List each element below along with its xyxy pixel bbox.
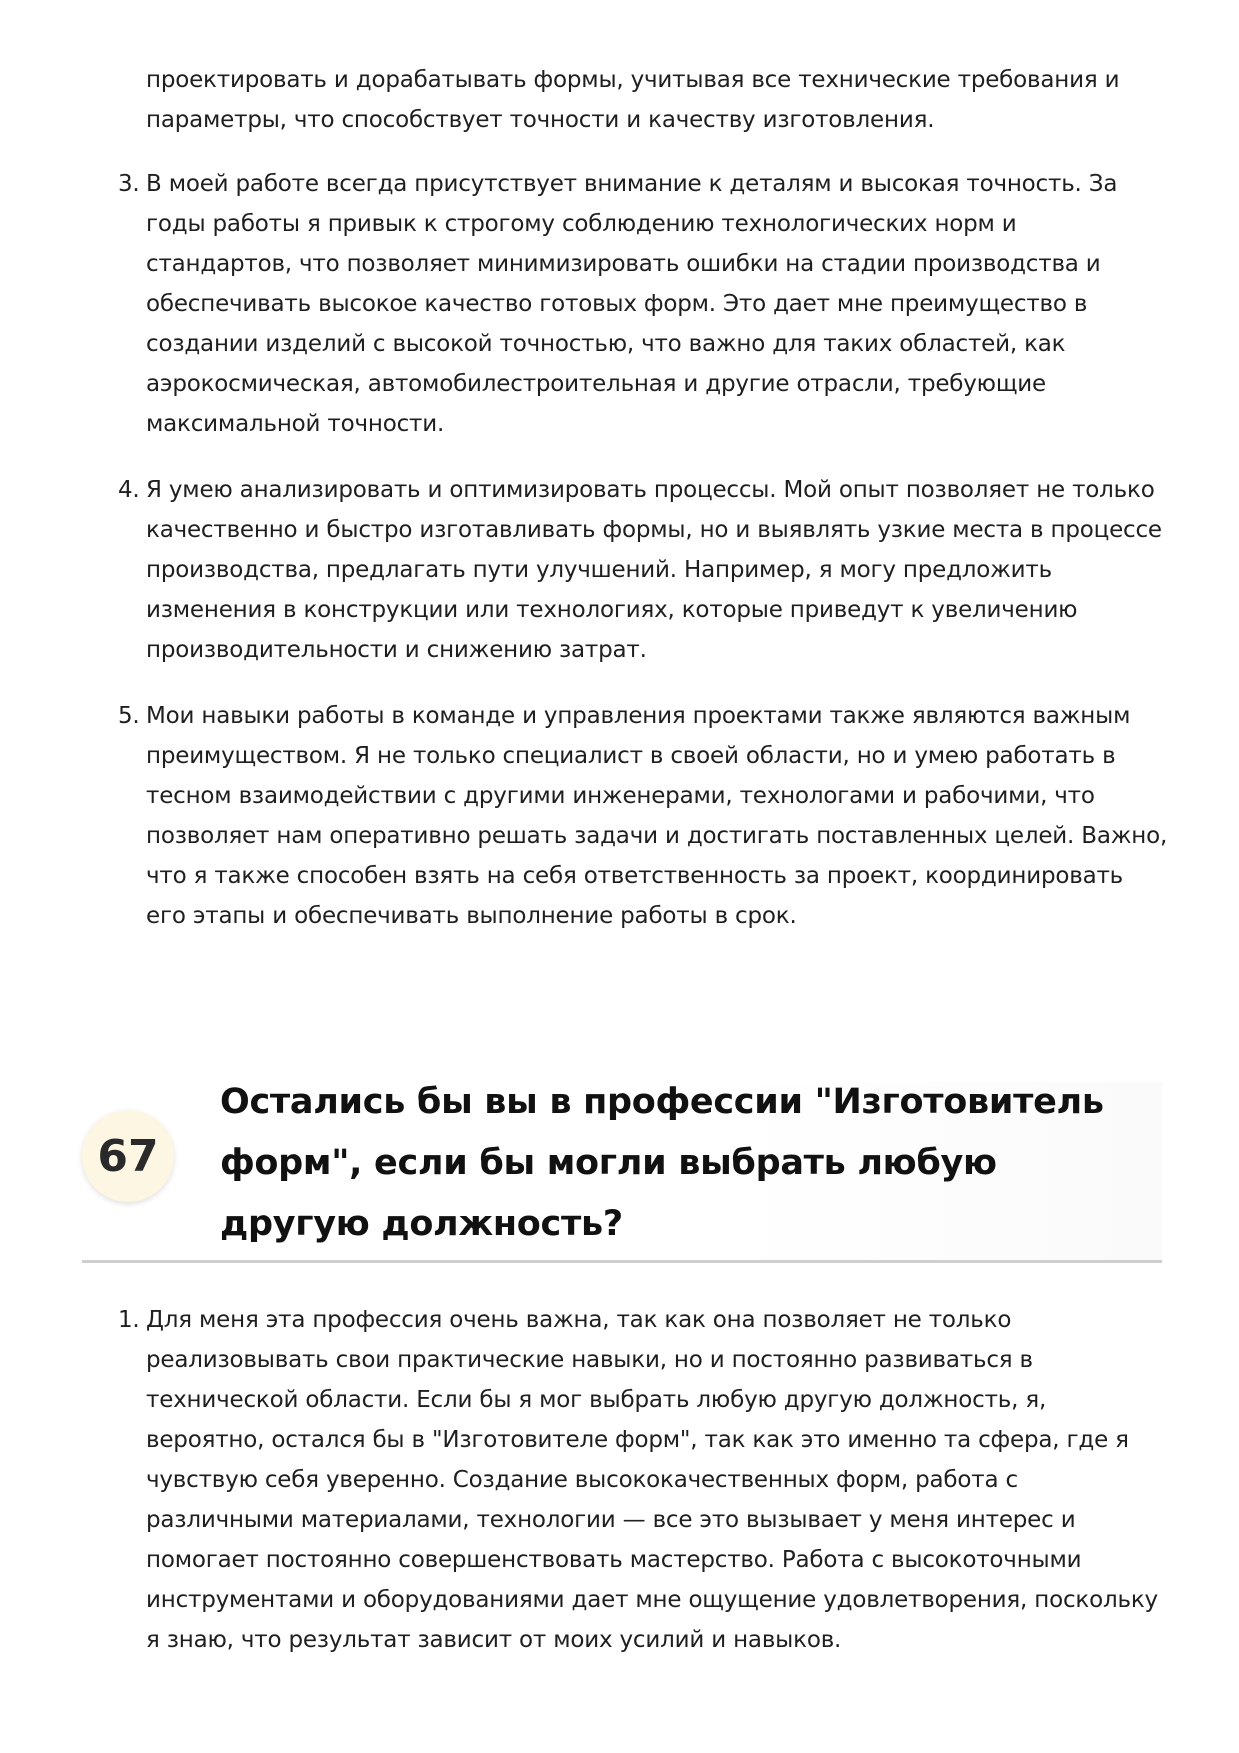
answer-list — [118, 1300, 1168, 1686]
question-number-badge: 67 — [82, 1110, 174, 1202]
answer-list-previous — [118, 60, 1168, 962]
list-item-number: 1. — [118, 1307, 140, 1333]
list-item — [118, 164, 1168, 444]
list-item-text: Для меня эта профессия очень важна, так как она позволяет не только реализовывать свои практические навыки, но и постоянно развиваться в технической области. Если бы я мог выбрать любую другую должность, я, вероятно, остался бы в "Изготовителе форм", так как это именно та сфера, где я чувствую себя уверенно. Создание высококачественных форм, работа с различными материалами, технологии — все это вызывает у меня интерес и помогает постоянно совершенствовать мастерство. Работа с высокоточными инструментами и оборудованиями дает мне ощущение удовлетворения, поскольку я знаю, что результат зависит от моих усилий и навыков. — [146, 1307, 1158, 1653]
question-header — [82, 1082, 1162, 1263]
list-item-text: В моей работе всегда присутствует внимание к деталям и высокая точность. За годы работы я привык к строгому соблюдению технологических норм и стандартов, что позволяет минимизировать ошибки на стадии производства и обеспечивать высокое качество готовых форм. Это дает мне преимущество в создании изделий с высокой точностью, что важно для таких областей, как аэрокосмическая, автомобилестроительная и другие отрасли, требующие максимальной точности. — [146, 171, 1118, 437]
list-item — [118, 470, 1168, 670]
list-item-text: проектировать и дорабатывать формы, учитывая все технические требования и параметры, что способствует точности и качеству изготовления. — [146, 67, 1120, 133]
list-item — [118, 1300, 1168, 1660]
list-item-text: Мои навыки работы в команде и управления проектами также являются важным преимуществом. Я не только специалист в своей области, но и умею работать в тесном взаимодействии с другими инженерами, технологами и рабочими, что позволяет нам оперативно решать задачи и достигать поставленных целей. Важно, что я также способен взять на себя ответственность за проект, координировать его этапы и обеспечивать выполнение работы в срок. — [146, 703, 1168, 929]
list-item-text: Я умею анализировать и оптимизировать процессы. Мой опыт позволяет не только качественно и быстро изготавливать формы, но и выявлять узкие места в процессе производства, предлагать пути улучшений. Например, я могу предложить изменения в конструкции или технологиях, которые приведут к увеличению производительности и снижению затрат. — [146, 477, 1162, 663]
list-item-number: 3. — [118, 171, 140, 197]
list-item-continuation — [118, 60, 1168, 140]
list-item-number: 5. — [118, 703, 140, 729]
list-item-number: 4. — [118, 477, 140, 503]
list-item — [118, 696, 1168, 936]
question-title: Остались бы вы в профессии "Изготовитель форм", если бы могли выбрать любую другую должность? — [220, 1082, 1104, 1244]
